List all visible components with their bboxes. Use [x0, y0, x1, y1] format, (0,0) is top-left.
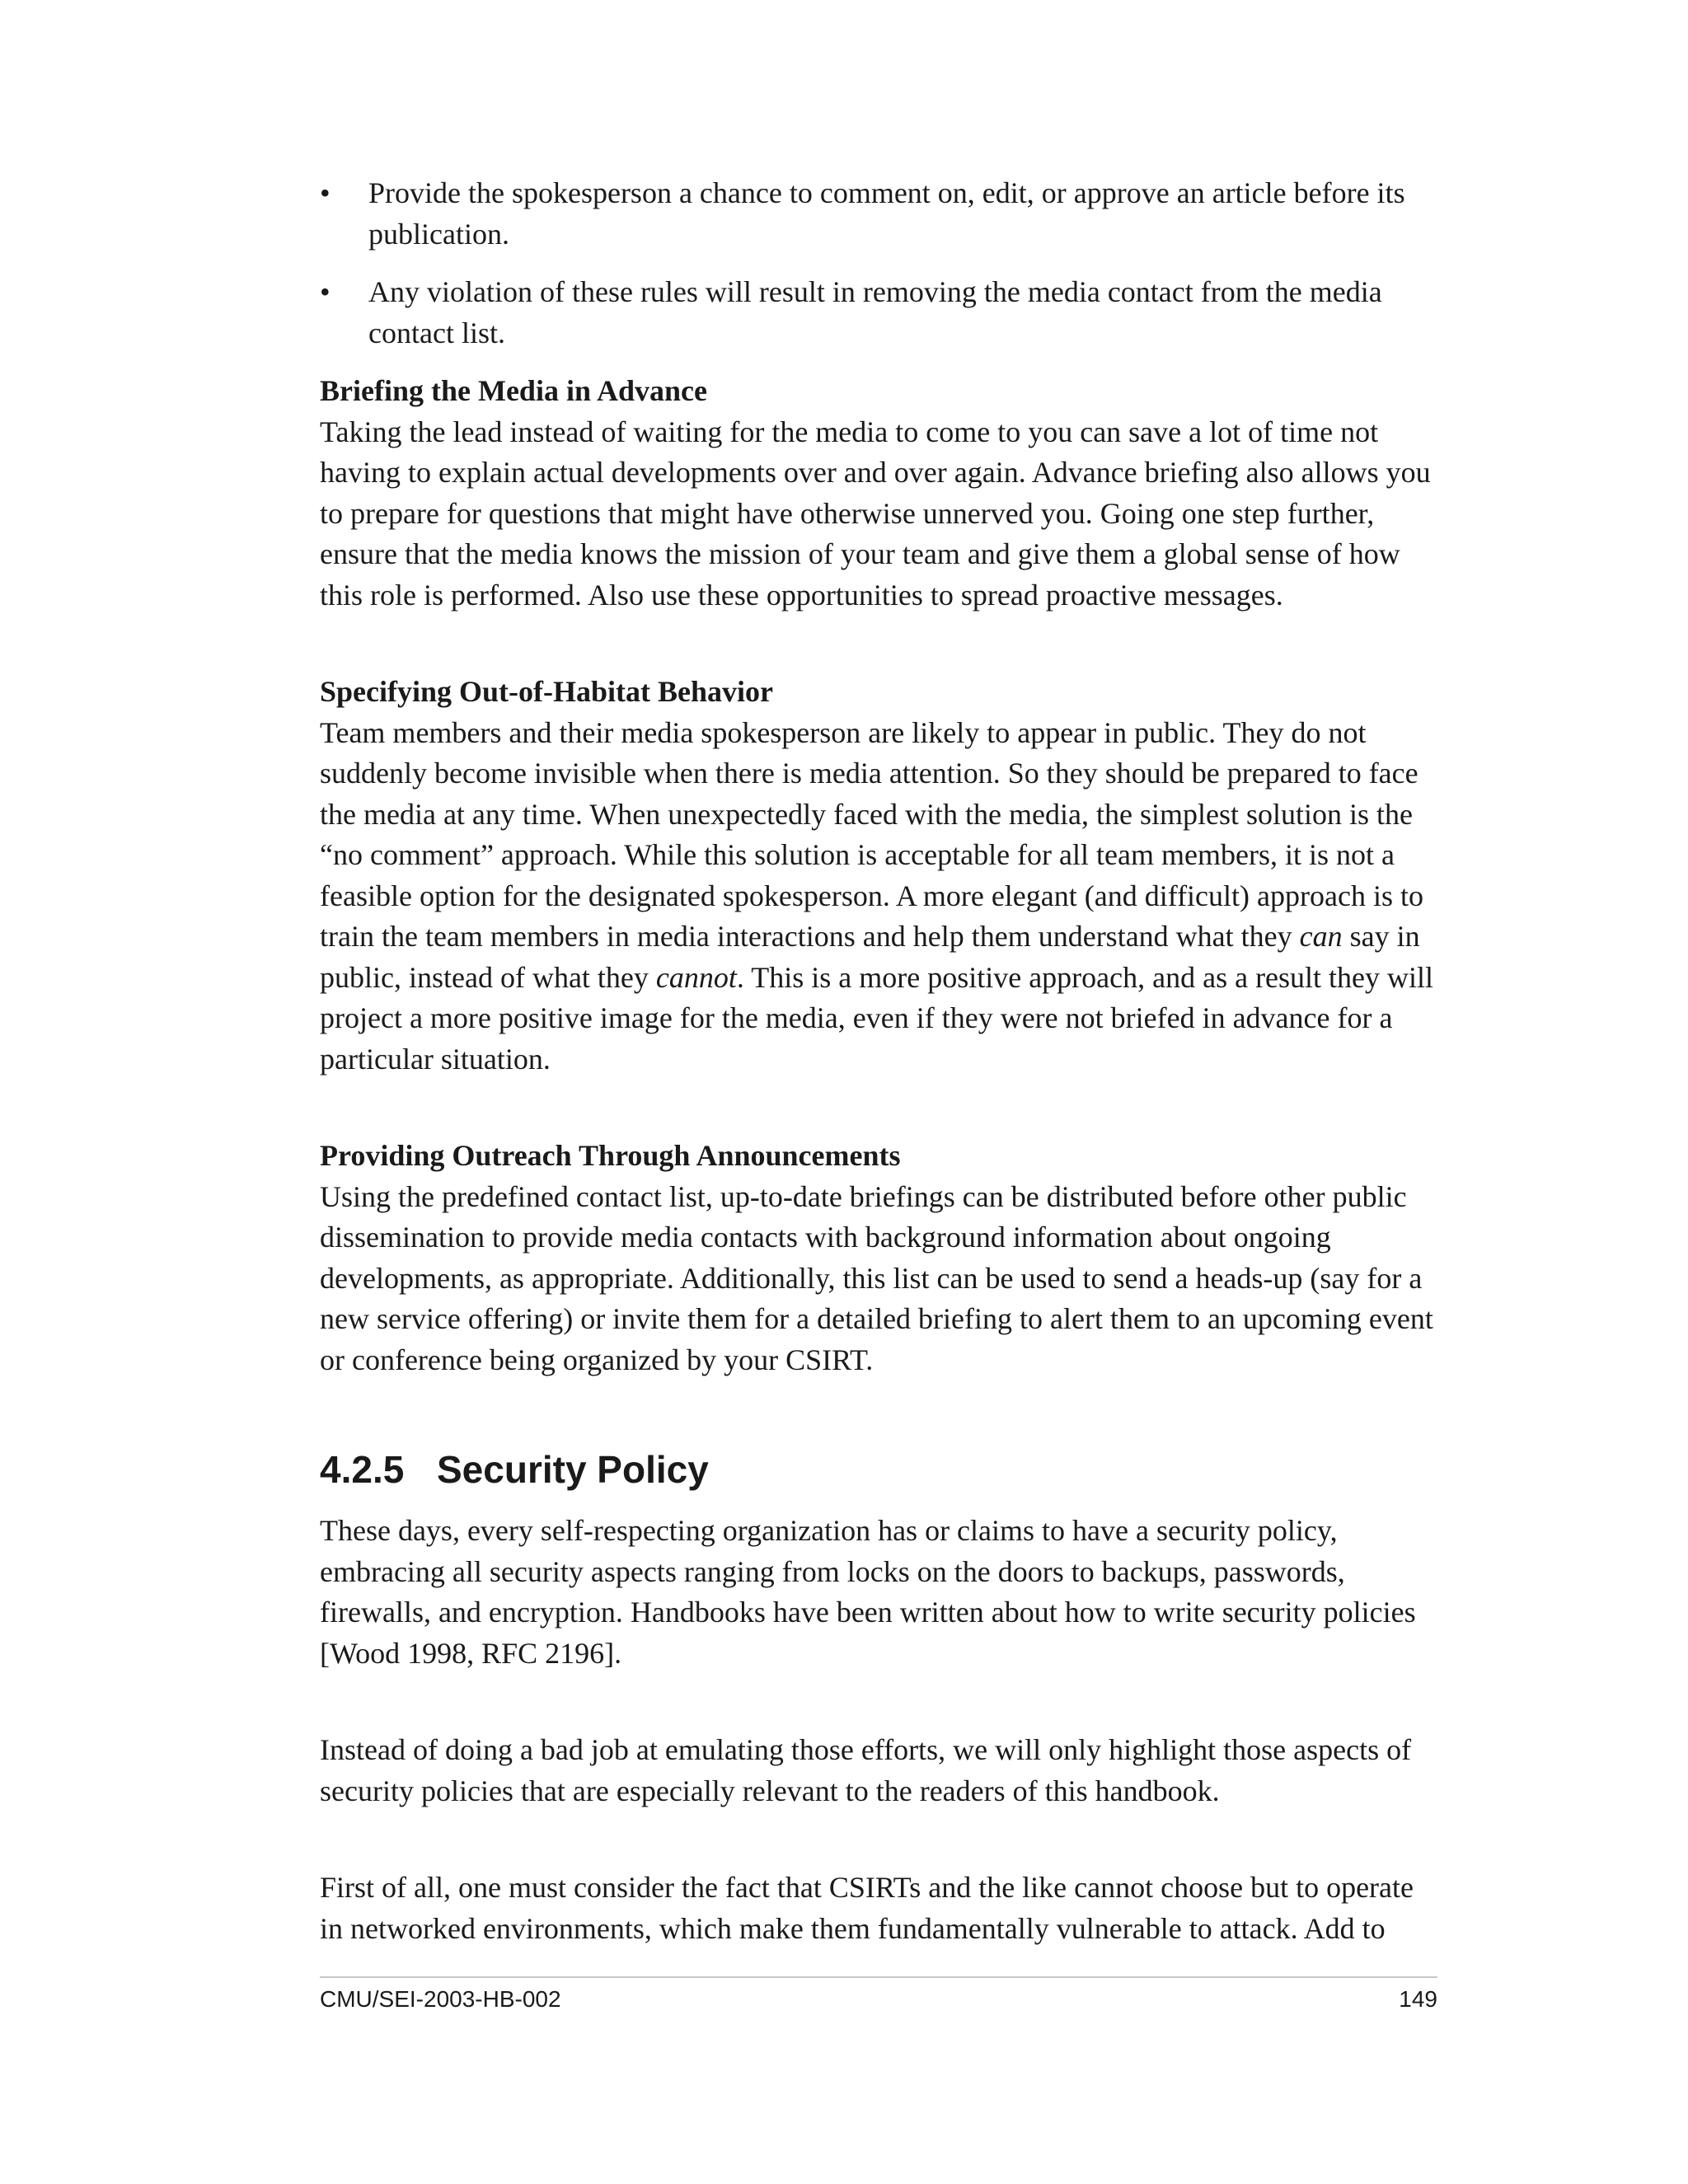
body-text-part: Team members and their media spokesperson are likely to appear in public. They do not suddenly become invisible when there is media attention. So they should be prepared to face the media at any time. When unexpectedly faced with the media, the simplest solution is the “no comment” approach. While this solution is acceptable for all team members, it is not a feasible option for the designated spokesperson. A more elegant (and difficult) approach is to train the team members in media interactions and help them understand what they — [320, 715, 1423, 953]
paragraph: Instead of doing a bad job at emulating those efforts, we will only highlight those aspects of security policies that are especially relevant to the readers of this handbook. — [320, 1733, 1412, 1807]
page-footer — [320, 1985, 1437, 2014]
body-text-part: say in public, instead of what they — [320, 920, 1420, 994]
bullet-list — [320, 173, 1441, 354]
bullet-text: Provide the spokesperson a chance to comment on, edit, or approve an article before its publication. — [368, 176, 1405, 251]
section-body: Taking the lead instead of waiting for the media to come to you can save a lot of time not having to explain actual developments over and over again. Advance briefing also allows you to prepare for questions that might have otherwise unnerved you. Going one step further, ensure that the media knows the mission of your team and give them a global sense of how this role is performed. Also use these opportunities to spread proactive messages. — [320, 415, 1431, 612]
list-item — [320, 173, 1441, 255]
section-heading: Providing Outreach Through Announcements — [320, 1139, 901, 1172]
list-item — [320, 272, 1441, 354]
bullet-text: Any violation of these rules will result in removing the media contact from the media contact list. — [368, 275, 1382, 349]
section-briefing — [320, 371, 1441, 616]
page-number: 149 — [1399, 1986, 1437, 2012]
bullet-icon: • — [320, 275, 331, 308]
emphasis-text: cannot — [655, 960, 737, 994]
paragraph: These days, every self-respecting organization has or claims to have a security policy, embracing all security aspects ranging from locks on the doors to backups, passwords, firewalls, and encryption. Handbooks have been written about how to write security policies [Wood 1998, RFC 2196]. — [320, 1514, 1416, 1670]
section-body — [320, 713, 1441, 1080]
chapter-heading — [320, 1445, 1441, 1494]
chapter-title: Security Policy — [437, 1448, 709, 1491]
bullet-icon: • — [320, 176, 331, 209]
section-heading: Briefing the Media in Advance — [320, 374, 707, 407]
section-body: Using the predefined contact list, up-to-date briefings can be distributed before other public dissemination to provide media contacts with background information about ongoing developments, as appropriate. Additionally, this list can be used to send a heads-up (say for a new service offering) or invite them for a detailed briefing to alert them to an upcoming event or conference being organized by your CSIRT. — [320, 1179, 1433, 1376]
body-text-part: . This is a more positive approach, and as a result they will project a more positive image for the media, even if they were not briefed in advance for a particular situation. — [320, 960, 1434, 1076]
section-heading: Specifying Out-of-Habitat Behavior — [320, 675, 773, 708]
emphasis-text: can — [1299, 920, 1343, 953]
paragraph: First of all, one must consider the fact that CSIRTs and the like cannot choose but to operate in networked environments, which make them fundamentally vulnerable to attack. Add to — [320, 1871, 1414, 1945]
section-out-of-habitat — [320, 672, 1441, 1080]
document-id: CMU/SEI-2003-HB-002 — [320, 1986, 561, 2012]
chapter-number: 4.2.5 — [320, 1448, 405, 1491]
footer-divider — [320, 1976, 1437, 1978]
section-outreach — [320, 1136, 1441, 1380]
page-content — [320, 173, 1441, 1949]
